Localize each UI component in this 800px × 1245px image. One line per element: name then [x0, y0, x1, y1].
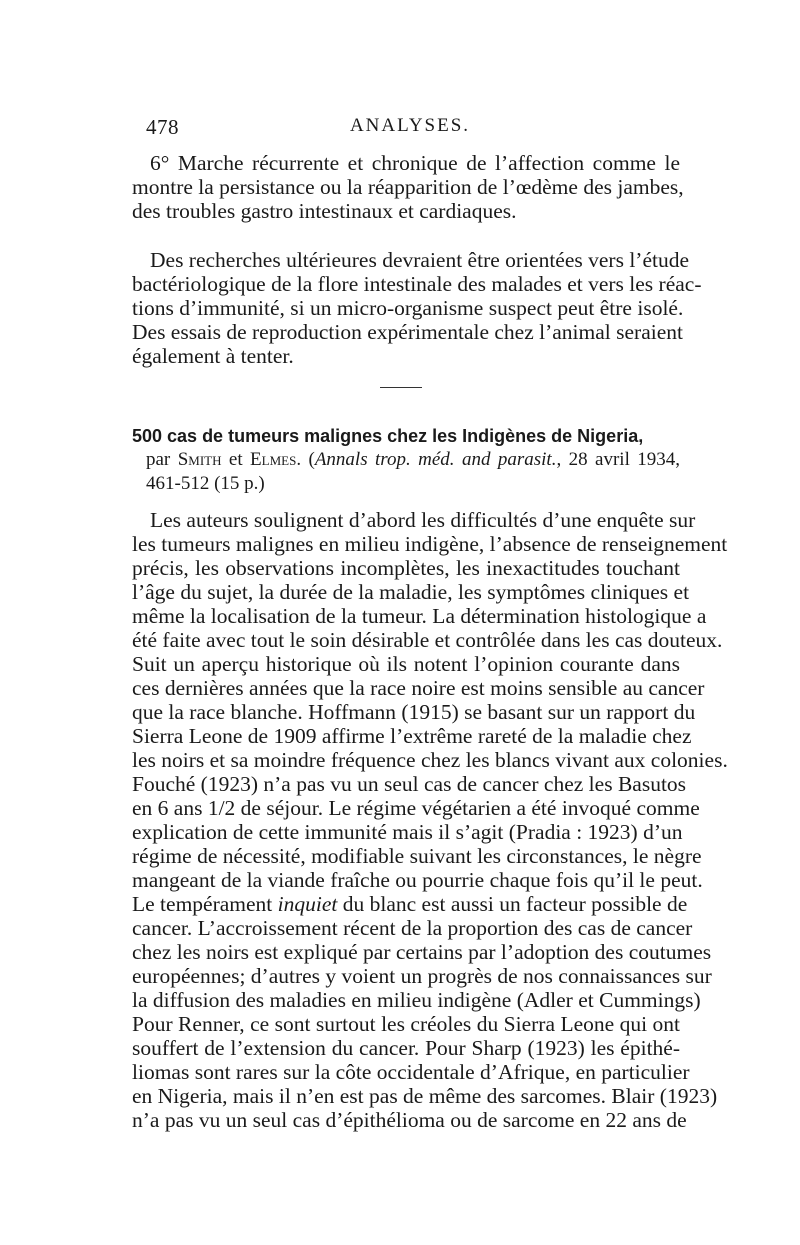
text-line: été faite avec tout le soin désirable et contrôlée dans les cas douteux. [132, 628, 723, 652]
paragraph-further-research [132, 248, 702, 368]
citation-pages: 461-512 (15 p.) [146, 473, 265, 494]
text-run: Le tempérament [132, 892, 273, 916]
italic-word: inquiet [277, 892, 338, 916]
text-line: la diffusion des maladies en milieu indigène (Adler et Cummings) [132, 988, 701, 1012]
text-line: 6° Marche récurrente et chronique de l’affection comme le [150, 151, 680, 175]
article-body [132, 508, 728, 1132]
page-header [140, 115, 680, 145]
text-line: également à tenter. [132, 344, 294, 368]
text-line: mangeant de la viande fraîche ou pourrie chaque fois qu’il le peut. [132, 868, 703, 892]
text-line: souffert de l’extension du cancer. Pour Sharp (1923) les épithé- [132, 1036, 680, 1060]
text-line: l’âge du sujet, la durée de la maladie, les symptômes cliniques et [132, 580, 690, 604]
text-line: Pour Renner, ce sont surtout les créoles du Sierra Leone qui ont [132, 1012, 680, 1036]
text-line: cancer. L’accroissement récent de la proportion des cas de cancer [132, 916, 693, 940]
text-line: liomas sont rares sur la côte occidentale d’Afrique, en particulier [132, 1060, 690, 1084]
text-line: même la localisation de la tumeur. La détermination histologique a [132, 604, 707, 628]
text-line: Suit un aperçu historique où ils notent l’opinion courante dans [132, 652, 680, 676]
text-line: les noirs et sa moindre fréquence chez les blancs vivant aux colonies. [132, 748, 728, 772]
paragraph-item-6 [132, 151, 684, 223]
page-number: 478 [146, 115, 179, 139]
running-title: ANALYSES. [349, 115, 471, 136]
text-line: Les auteurs soulignent d’abord les difficultés d’une enquête sur [150, 508, 696, 532]
text-line: n’a pas vu un seul cas d’épithélioma ou de sarcome en 22 ans de [132, 1108, 687, 1132]
section-divider [380, 387, 422, 388]
text-line: Fouché (1923) n’a pas vu un seul cas de cancer chez les Basutos [132, 772, 687, 796]
text-run: du blanc est aussi un facteur possible de [337, 892, 688, 916]
text-line: régime de nécessité, modifiable suivant les circonstances, le nègre [132, 844, 702, 868]
citation-prefix: par [146, 449, 178, 470]
article-citation [146, 448, 680, 496]
text-line: en 6 ans 1/2 de séjour. Le régime végétarien a été invoqué comme [132, 796, 700, 820]
author-name: Smith [177, 449, 222, 470]
article-title: 500 cas de tumeurs malignes chez les Indigènes de Nigeria, [132, 426, 644, 446]
text-line: en Nigeria, mais il n’en est pas de même des sarcomes. Blair (1923) [132, 1084, 718, 1108]
text-line: européennes; d’autres y voient un progrès de nos connaissances sur [132, 964, 712, 988]
journal-name: Annals trop. méd. and parasit. [314, 449, 557, 470]
text-line: bactériologique de la flore intestinale des malades et vers les réac- [132, 272, 702, 296]
text-line: que la race blanche. Hoffmann (1915) se basant sur un rapport du [132, 700, 696, 724]
text-line: chez les noirs est expliqué par certains par l’adoption des coutumes [132, 940, 712, 964]
text-line: des troubles gastro intestinaux et cardiaques. [132, 199, 517, 223]
citation-date: , 28 avril 1934, [556, 449, 681, 470]
citation-line [146, 448, 680, 472]
text-line: montre la persistance ou la réapparition de l’œdème des jambes, [132, 175, 684, 199]
text-line: Des essais de reproduction expérimentale chez l’animal seraient [132, 320, 684, 344]
citation-punctuation: . ( [296, 449, 315, 470]
text-line: explication de cette immunité mais il s’agit (Pradia : 1923) d’un [132, 820, 683, 844]
text-line: précis, les observations incomplètes, les inexactitudes touchant [132, 556, 680, 580]
author-separator: et [221, 449, 251, 470]
text-line [132, 892, 688, 916]
author-name: Elmes [250, 449, 297, 470]
text-line: Des recherches ultérieures devraient être orientées vers l’étude [150, 248, 690, 272]
text-line: tions d’immunité, si un micro-organisme suspect peut être isolé. [132, 296, 684, 320]
text-line: ces dernières années que la race noire est moins sensible au cancer [132, 676, 705, 700]
text-line: Sierra Leone de 1909 affirme l’extrême rareté de la maladie chez [132, 724, 692, 748]
text-line: les tumeurs malignes en milieu indigène, l’absence de renseignement [132, 532, 728, 556]
